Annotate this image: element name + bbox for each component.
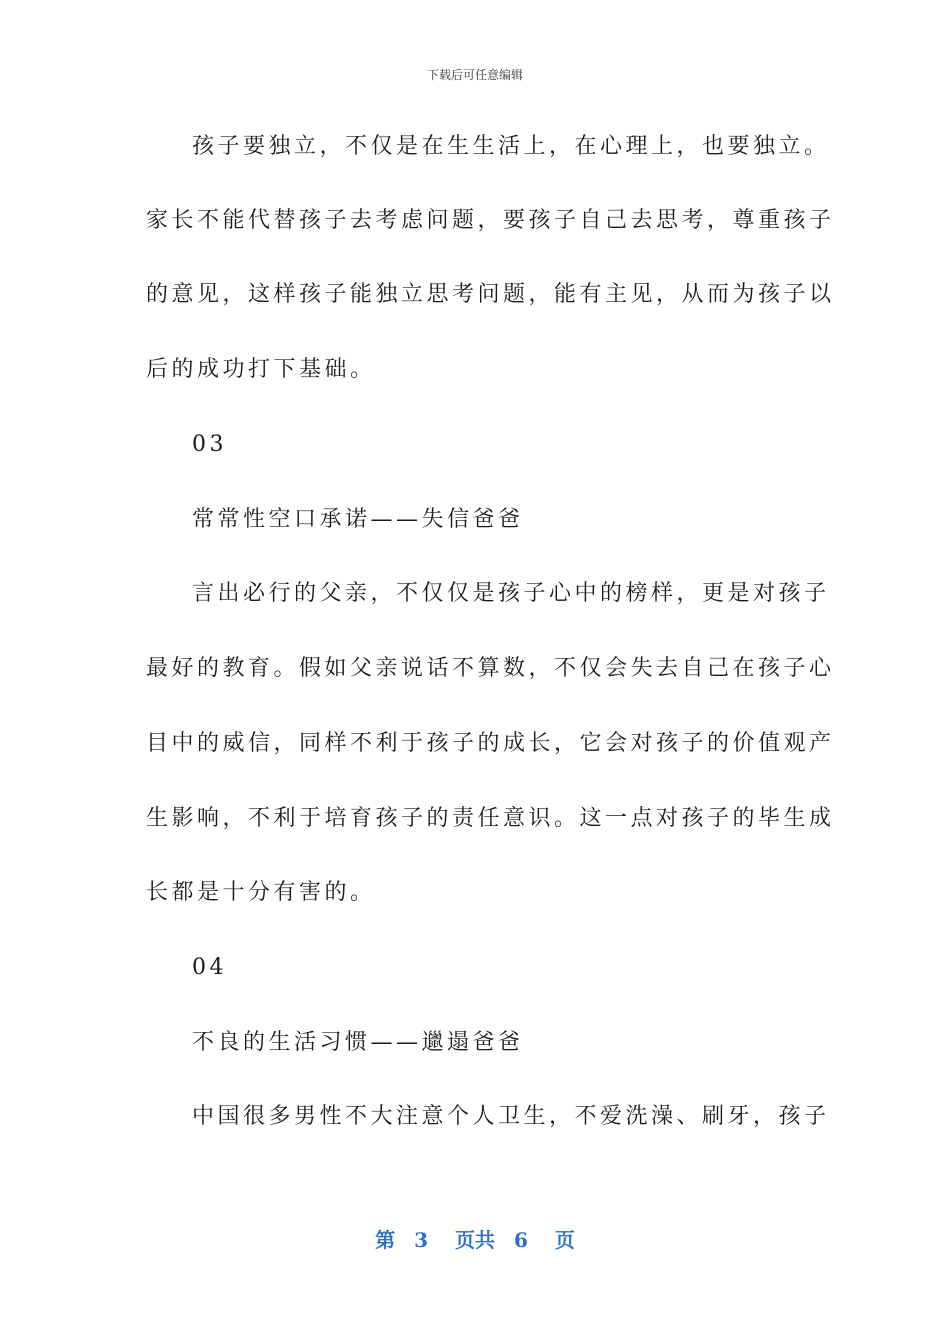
current-page-number: 3 (414, 1228, 429, 1252)
text-line: 的意见，这样孩子能独立思考问题，能有主见，从而为孩子以 (146, 282, 835, 307)
footer-suffix: 页 (554, 1228, 575, 1252)
text-line: 目中的威信，同样不利于孩子的成长，它会对孩子的价值观产 (146, 731, 835, 756)
text-line: 长都是十分有害的。 (146, 880, 376, 905)
text-line: 言出必行的父亲，不仅仅是孩子心中的榜样，更是对孩子 (192, 581, 830, 606)
text-line: 后的成功打下基础。 (146, 357, 376, 382)
page-footer (0, 1224, 950, 1253)
text-line: 家长不能代替孩子去考虑问题，要孩子自己去思考，尊重孩子 (146, 208, 835, 233)
section-heading: 不良的生活习惯——邋遢爸爸 (192, 1030, 524, 1055)
text-line: 生影响，不利于培育孩子的责任意识。这一点对孩子的毕生成 (146, 806, 835, 831)
text-line: 最好的教育。假如父亲说话不算数，不仅会失去自己在孩子心 (146, 656, 835, 681)
total-page-number: 6 (513, 1228, 528, 1252)
text-line: 中国很多男性不大注意个人卫生，不爱洗澡、刷牙，孩子 (192, 1104, 830, 1129)
footer-middle: 页共 (455, 1228, 495, 1252)
text-line: 孩子要独立，不仅是在生生活上，在心理上，也要独立。 (192, 134, 830, 159)
page-header: 下载后可任意编辑 (426, 68, 523, 82)
footer-prefix: 第 (375, 1228, 396, 1252)
section-number: 03 (192, 432, 227, 457)
section-number: 04 (192, 955, 227, 980)
section-heading: 常常性空口承诺——失信爸爸 (192, 507, 524, 532)
